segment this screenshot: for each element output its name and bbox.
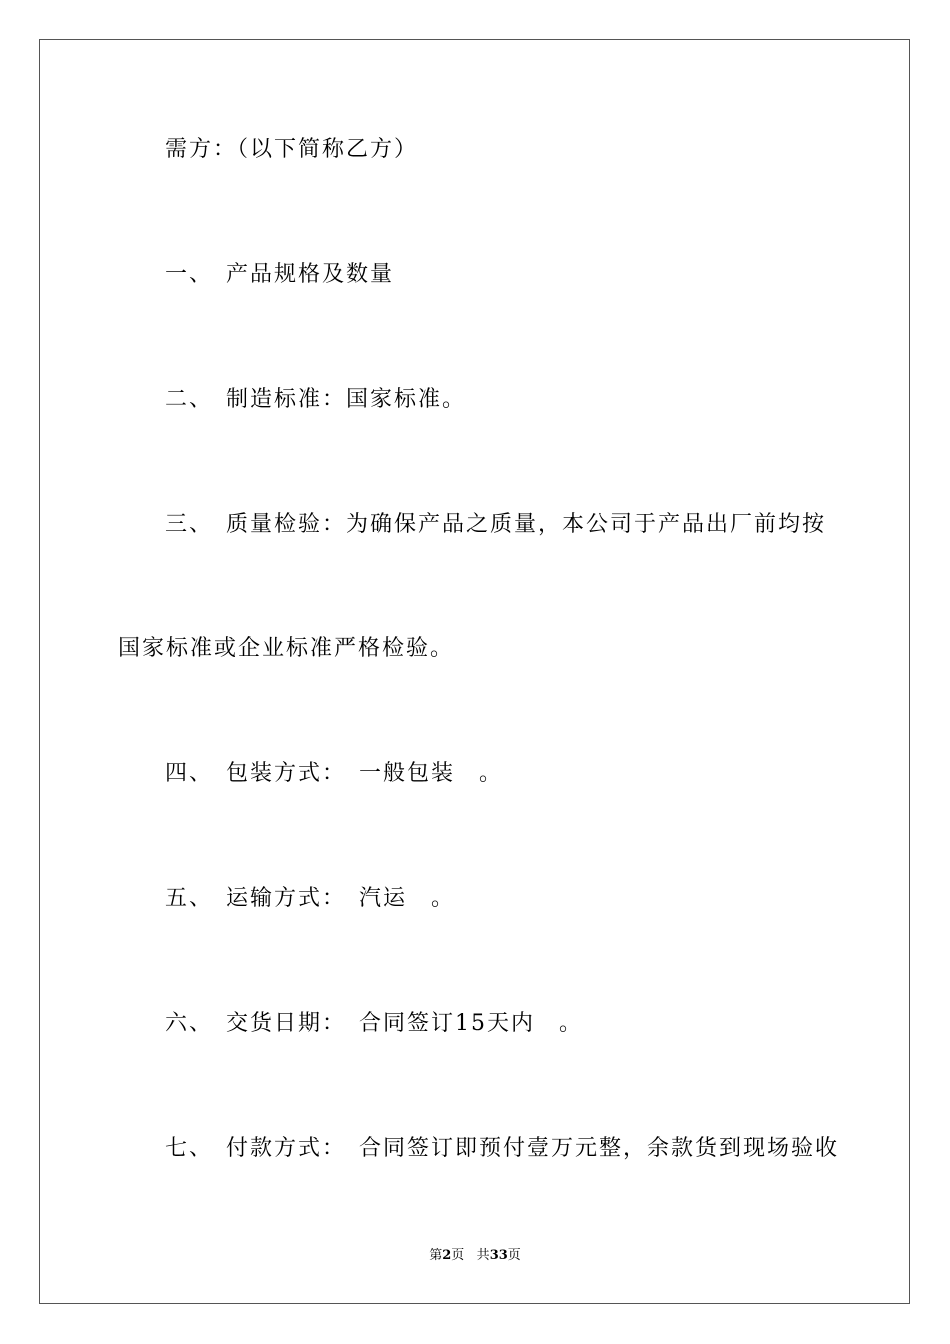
footer-total-prefix: 共 (476, 1248, 490, 1263)
page-border (39, 39, 910, 1304)
footer-total-suffix: 页 (507, 1248, 521, 1263)
footer-page-suffix: 页 (451, 1248, 465, 1263)
clause-7: 七、 付款方式： 合同签订即预付壹万元整，余款货到现场验收 (165, 1136, 840, 1161)
clause-1: 一、 产品规格及数量 (165, 262, 395, 287)
page-footer (0, 1248, 950, 1264)
clause-3-continued: 国家标准或企业标准严格检验。 (118, 636, 455, 661)
clause-4: 四、 包装方式： 一般包装 。 (165, 761, 504, 786)
footer-prefix: 第 (429, 1248, 443, 1263)
clause-6: 六、 交货日期： 合同签订15天内 。 (165, 1011, 583, 1036)
footer-total-pages: 33 (489, 1248, 508, 1263)
buyer-line: 需方：（以下简称乙方） (165, 137, 419, 162)
footer-page-number: 2 (442, 1248, 452, 1263)
clause-2: 二、 制造标准：国家标准。 (165, 387, 467, 412)
clause-3: 三、 质量检验：为确保产品之质量，本公司于产品出厂前均按 (165, 512, 827, 537)
clause-5: 五、 运输方式： 汽运 。 (165, 886, 456, 911)
